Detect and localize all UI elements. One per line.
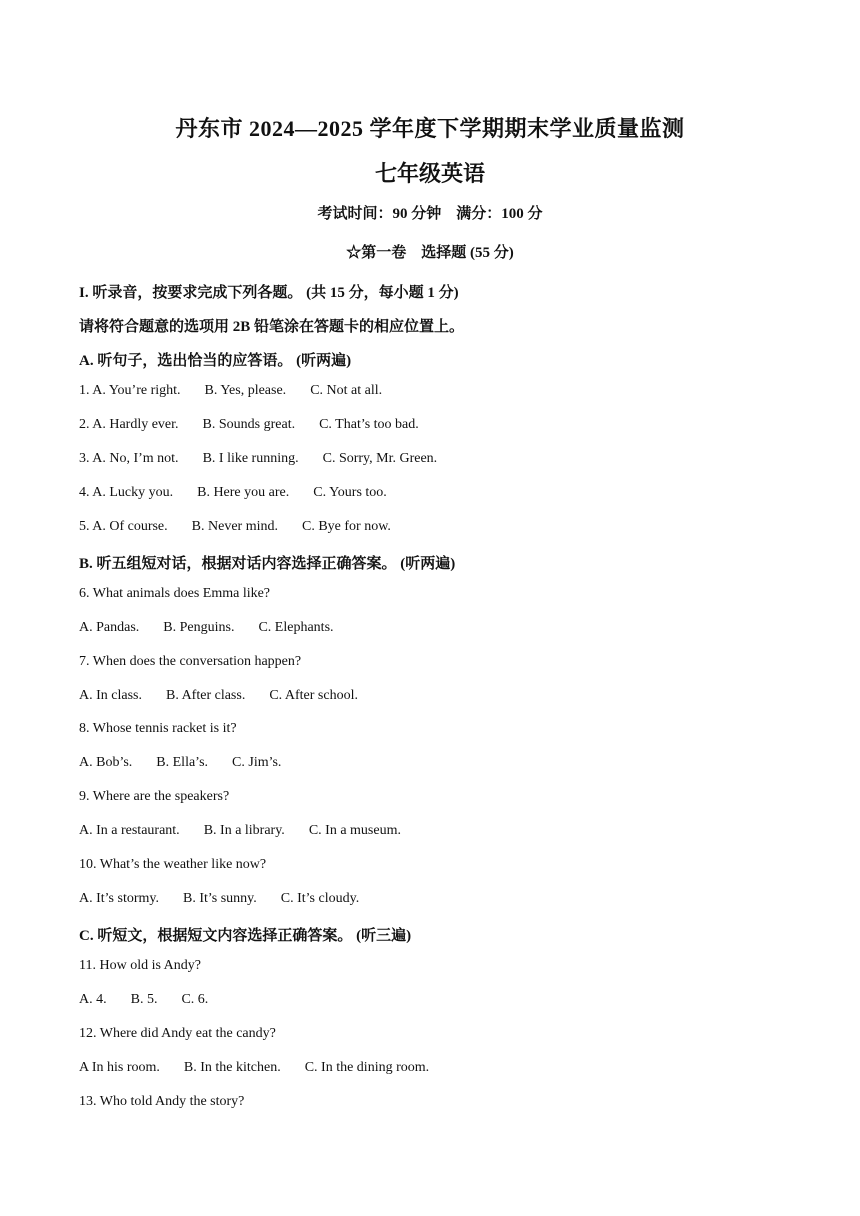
option-c: C. In the dining room. xyxy=(304,1060,430,1075)
option-a: A. It’s stormy. xyxy=(79,891,159,906)
partA-heading: A. 听句子，选出恰当的应答语。 (听两遍) xyxy=(79,353,352,369)
question-8-text: 8. Whose tennis racket is it? xyxy=(79,721,237,736)
option-c: C. Bye for now. xyxy=(301,519,391,534)
question-11-options xyxy=(79,992,208,1008)
question-7-options xyxy=(79,688,358,704)
partC-heading: C. 听短文，根据短文内容选择正确答案。 (听三遍) xyxy=(79,928,412,944)
option-b: B. Yes, please. xyxy=(204,383,287,398)
option-a: A. In a restaurant. xyxy=(79,823,180,838)
question-13-text: 13. Who told Andy the story? xyxy=(79,1094,245,1109)
option-a: A. Bob’s. xyxy=(79,755,133,770)
option-b: B. Sounds great. xyxy=(202,417,296,432)
question-8-options xyxy=(79,755,281,771)
exam-title: 丹东市 2024—2025 学年度下学期期末学业质量监测 xyxy=(175,116,685,141)
option-c: C. Jim’s. xyxy=(232,755,282,770)
exam-info: 考试时间：90 分钟 满分：100 分 xyxy=(317,206,543,222)
question-12-text: 12. Where did Andy eat the candy? xyxy=(79,1026,276,1041)
question-5-options xyxy=(79,519,391,535)
option-c: C. Elephants. xyxy=(258,620,334,635)
exam-subject: 七年级英语 xyxy=(374,161,485,186)
option-c: C. 6. xyxy=(181,992,209,1007)
option-c: C. Not at all. xyxy=(310,383,383,398)
option-b: B. In the kitchen. xyxy=(183,1060,281,1075)
partB-heading: B. 听五组短对话，根据对话内容选择正确答案。 (听两遍) xyxy=(79,556,456,572)
question-10-text: 10. What’s the weather like now? xyxy=(79,857,267,872)
option-c: C. After school. xyxy=(269,688,358,703)
question-3-options xyxy=(79,451,437,467)
option-a: 2. A. Hardly ever. xyxy=(79,417,179,432)
question-2-options xyxy=(79,417,419,433)
option-b: B. After class. xyxy=(166,688,246,703)
question-4-options xyxy=(79,485,387,501)
option-b: B. Here you are. xyxy=(197,485,290,500)
question-11-text: 11. How old is Andy? xyxy=(79,958,201,973)
option-a: 5. A. Of course. xyxy=(79,519,168,534)
option-a: A. In class. xyxy=(79,688,142,703)
section1-heading: I. 听录音，按要求完成下列各题。 (共 15 分，每小题 1 分) xyxy=(79,285,459,301)
option-c: C. That’s too bad. xyxy=(319,417,419,432)
section1-instruction: 请将符合题意的选项用 2B 铅笔涂在答题卡的相应位置上。 xyxy=(79,319,465,335)
question-1-options xyxy=(79,383,382,399)
option-c: C. It’s cloudy. xyxy=(280,891,360,906)
option-b: B. It’s sunny. xyxy=(182,891,257,906)
question-12-options xyxy=(79,1060,429,1076)
option-c: C. Sorry, Mr. Green. xyxy=(322,451,438,466)
question-6-options xyxy=(79,620,334,636)
option-a: A In his room. xyxy=(79,1060,160,1075)
question-9-options xyxy=(79,823,401,839)
option-b: B. Penguins. xyxy=(163,620,235,635)
option-b: B. I like running. xyxy=(202,451,299,466)
option-a: 3. A. No, I’m not. xyxy=(79,451,179,466)
option-b: B. Never mind. xyxy=(191,519,278,534)
volume-heading: ☆第一卷 选择题 (55 分) xyxy=(346,245,514,261)
question-7-text: 7. When does the conversation happen? xyxy=(79,654,302,669)
option-a: 1. A. You’re right. xyxy=(79,383,181,398)
option-a: A. Pandas. xyxy=(79,620,140,635)
option-a: A. 4. xyxy=(79,992,107,1007)
option-b: B. In a library. xyxy=(203,823,285,838)
option-b: B. Ella’s. xyxy=(156,755,209,770)
option-a: 4. A. Lucky you. xyxy=(79,485,174,500)
option-c: C. Yours too. xyxy=(313,485,387,500)
option-c: C. In a museum. xyxy=(308,823,401,838)
question-9-text: 9. Where are the speakers? xyxy=(79,789,230,804)
option-b: B. 5. xyxy=(130,992,158,1007)
question-10-options xyxy=(79,891,359,907)
question-6-text: 6. What animals does Emma like? xyxy=(79,586,271,601)
